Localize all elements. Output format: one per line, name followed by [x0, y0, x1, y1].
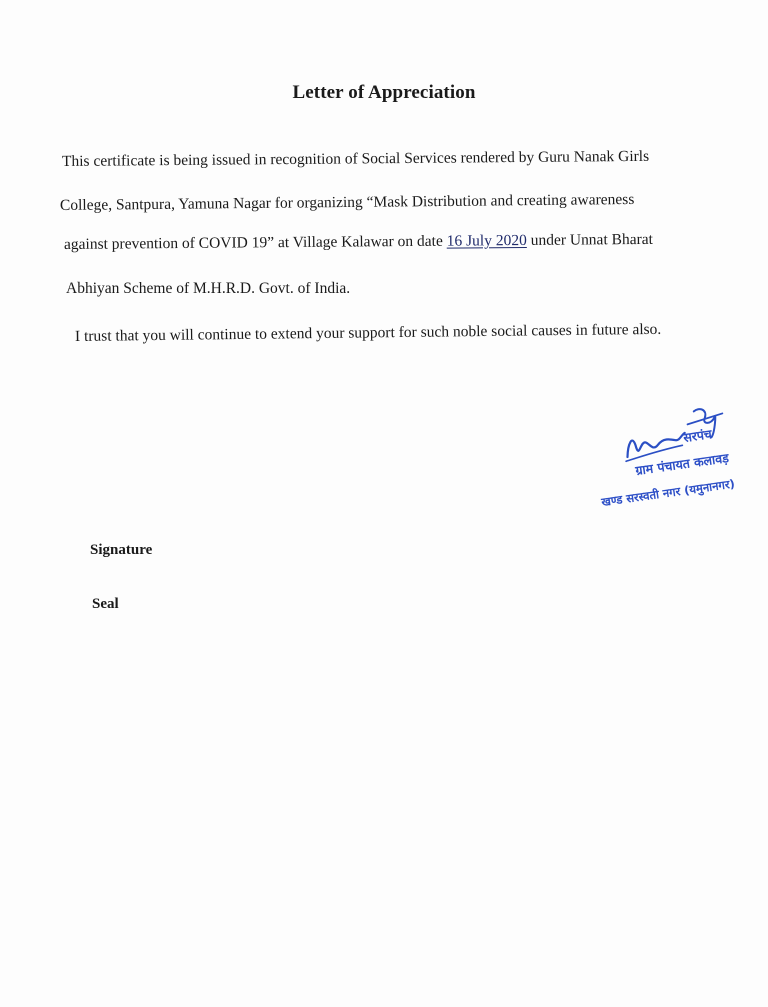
paragraph-line-1: This certificate is being issued in recognition of Social Services rendered by Guru Nanak Girls: [61, 147, 650, 170]
signature-label: Signature: [90, 542, 153, 558]
letter-title: Letter of Appreciation: [292, 82, 476, 103]
paragraph-line-4: Abhiyan Scheme of M.H.R.D. Govt. of India.: [66, 280, 351, 297]
sarpanch-stamp: [582, 400, 748, 545]
paragraph-line-2: College, Santpura, Yamuna Nagar for organizing “Mask Distribution and creating awareness: [59, 190, 635, 214]
paragraph-line-3-suffix: under Unnat Bharat: [526, 230, 653, 249]
stamp-line-3: खण्ड सरस्वती नगर (यमुनानगर): [600, 476, 736, 510]
seal-label: Seal: [92, 596, 119, 612]
paragraph-line-3-text: against prevention of COVID 19” at Village Kalawar on date: [63, 232, 447, 253]
event-date: 16 July 2020: [446, 231, 527, 250]
stamp-line-1: सरपंच: [682, 426, 713, 446]
stamp-line-2: ग्राम पंचायत कलावड़: [634, 450, 730, 479]
closing-line: I trust that you will continue to extend your support for such noble social causes in future also.: [74, 320, 662, 345]
paragraph-line-3: [64, 230, 653, 255]
